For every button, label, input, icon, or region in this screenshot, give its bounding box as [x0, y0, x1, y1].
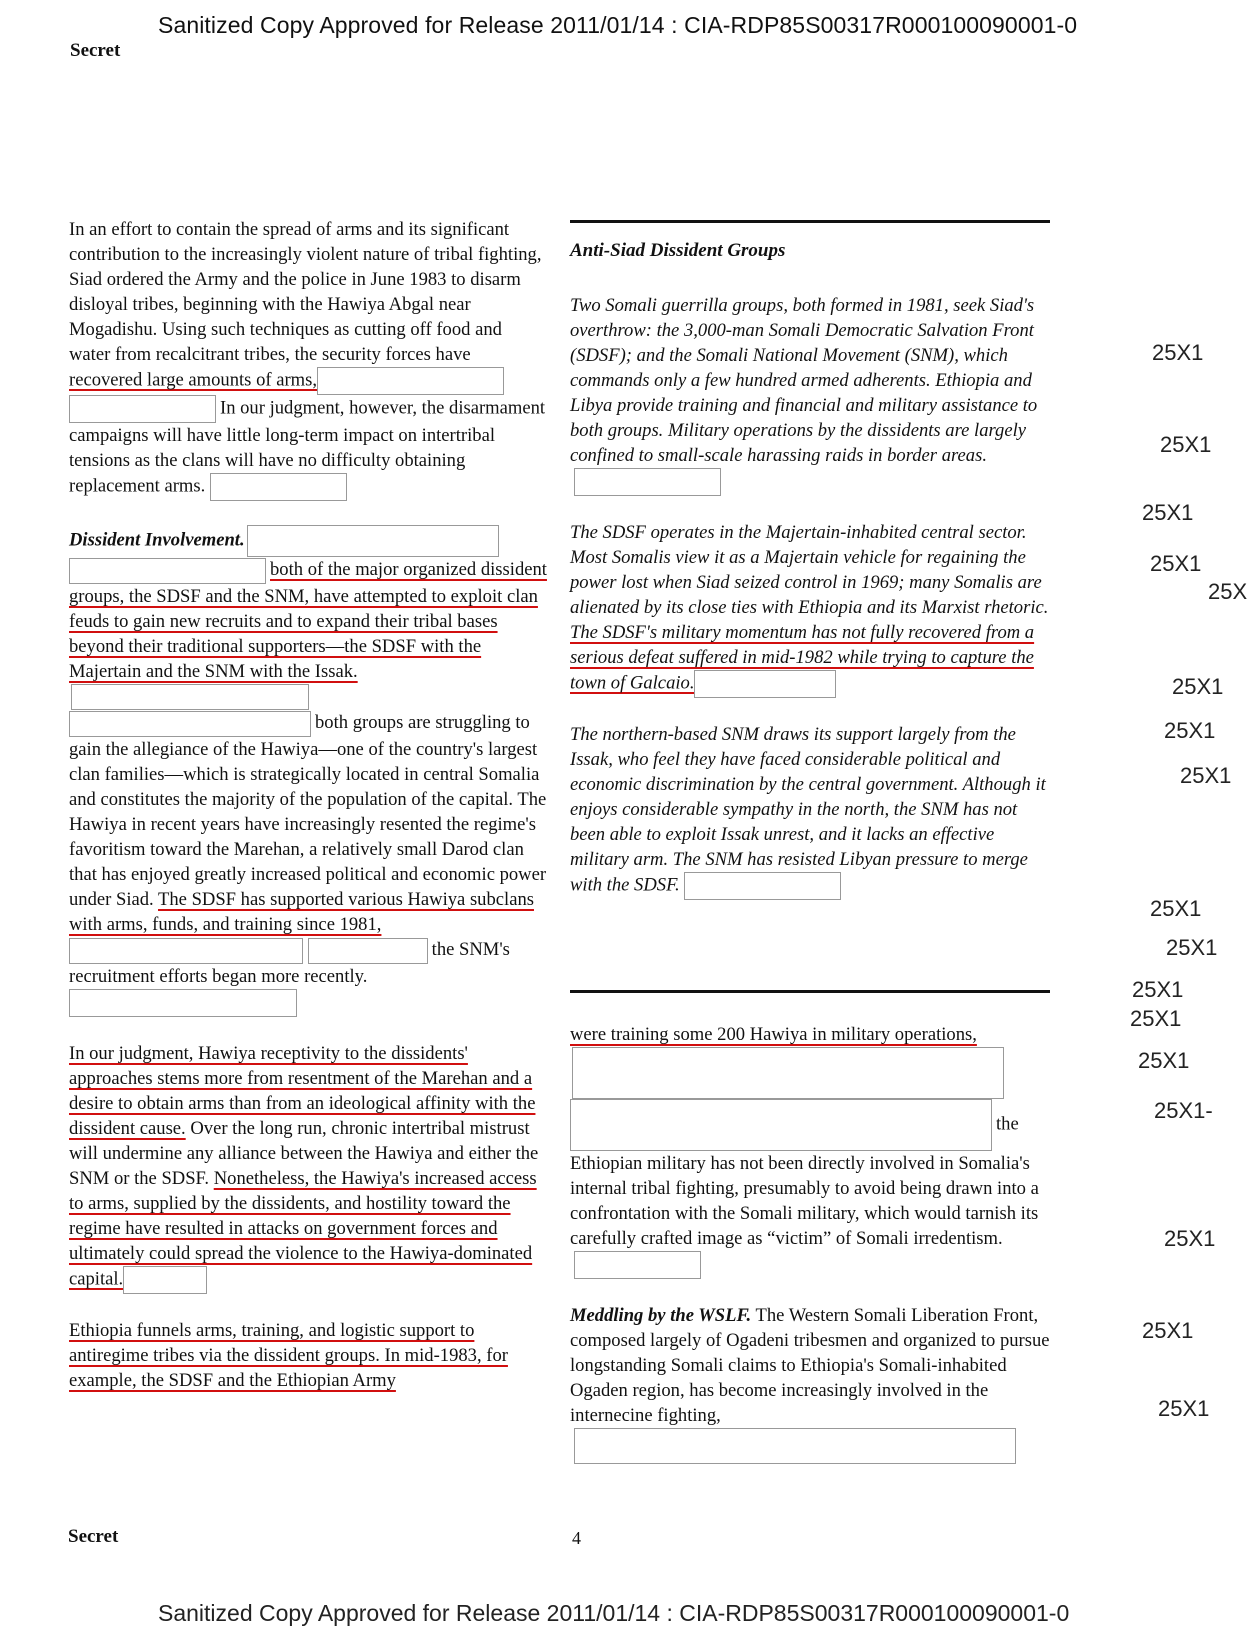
text-run: The SDSF operates in the Majertain-inhabited central sector. Most Somalis view it as a Majertain vehicle for regaining the power lost when Siad seized control in 1969; many Somalis are alienated by its close ties with Ethiopia and its Marxist rhetoric.	[570, 522, 1049, 618]
redaction-box	[317, 367, 504, 395]
margin-code: 25X1	[1152, 340, 1204, 365]
margin-code: 25X1-	[1154, 1098, 1213, 1123]
margin-code: 25X1	[1158, 1396, 1210, 1421]
redaction-box	[574, 468, 721, 496]
underlined-text: Ethiopia funnels arms, training, and logistic support to antiregime tribes via the dissident groups. In mid-1983, for example, the SDSF and the Ethiopian Army	[69, 1319, 508, 1391]
underlined-text: The SDSF has supported various Hawiya subclans with arms, funds, and training since 1981,	[69, 889, 534, 936]
text-run: Over the long run, chronic intertribal mistrust will undermine any alliance between the Hawiya and either the SNM or the SDSF.	[69, 1117, 539, 1189]
redaction-box	[574, 1251, 701, 1279]
margin-code: 25X1	[1142, 1318, 1194, 1343]
release-header: Sanitized Copy Approved for Release 2011/01/14 : CIA-RDP85S00317R000100090001-0	[158, 12, 1078, 38]
redaction-box	[69, 711, 311, 737]
text-run: Two Somali guerrilla groups, both formed in 1981, seek Siad's overthrow: the 3,000-man Somali Democratic Salvation Front (SDSF); and the Somali National Movement (SNM), which commands only a few hundred armed adherents. Ethiopia and Libya provide training and financial and military assistance to both groups. Military operations by the dissidents are largely confined to small-scale harassing raids in border areas.	[570, 295, 1038, 466]
margin-code: 25X1	[1180, 763, 1232, 788]
margin-code: 25X	[1208, 579, 1247, 604]
text-run: Ethiopian military has not been directly involved in Somalia's internal tribal fighting, presumably to avoid being drawn into a confrontation with the Somali military, which would tarnish its carefully crafted image as “victim” of Somali irredentism.	[570, 1153, 1039, 1249]
paragraph-hawiya-receptivity	[69, 1041, 547, 1294]
margin-code: 25X1	[1164, 1226, 1216, 1251]
underlined-text: both of the major organized dissident groups, the SDSF and the SNM, have attempted to exploit clan feuds to gain new recruits and to expand their tribal bases beyond their traditional supporters—the SDSF with the Majertain and the SNM with the Issak.	[69, 559, 547, 682]
redaction-box	[684, 872, 841, 900]
text-run: In our judgment, however, the disarmament campaigns will have little long-term impact on intertribal tensions as the clans will have no difficulty obtaining replacement arms.	[69, 397, 546, 497]
box-paragraph-sdsf	[570, 520, 1054, 698]
redaction-box	[69, 989, 297, 1017]
redaction-box	[71, 684, 309, 710]
margin-code: 25X1	[1150, 551, 1202, 576]
margin-code: 25X1	[1164, 718, 1216, 743]
margin-code: 25X1	[1150, 896, 1202, 921]
section-heading: Meddling by the WSLF.	[570, 1305, 752, 1326]
redaction-box	[572, 1047, 1004, 1099]
redaction-box	[123, 1266, 207, 1294]
paragraph-dissident-involvement	[69, 525, 547, 1017]
sidebar-box	[570, 228, 1054, 924]
text-run: The Western Somali Liberation Front, composed largely of Ogadeni tribesmen and organized to pursue longstanding Somali claims to Ethiopia's Somali-inhabited Ogaden region, has become increasingly involved in the internecine fighting,	[570, 1305, 1050, 1426]
redaction-box	[69, 558, 266, 584]
underlined-text: were training some 200 Hawiya in military operations,	[570, 1024, 977, 1045]
redaction-box	[69, 395, 216, 423]
redaction-box	[574, 1428, 1016, 1464]
underlined-text: In our judgment, Hawiya receptivity to the dissidents' approaches stems more from resentment of the Marehan and a desire to obtain arms than from an ideological affinity with the dissident cause.	[69, 1042, 536, 1139]
text-run: the	[996, 1113, 1019, 1135]
text-run: In an effort to contain the spread of arms and its significant contribution to the increasingly violent nature of tribal fighting, Siad ordered the Army and the police in June 1983 to disarm disloyal tribes, beginning with the Hawiya Abgal near Mogadishu. Using such techniques as cutting off food and water from recalcitrant tribes, the security forces have	[69, 219, 542, 365]
release-footer: Sanitized Copy Approved for Release 2011/01/14 : CIA-RDP85S00317R000100090001-0	[158, 1600, 1070, 1626]
underlined-text: Nonetheless, the Hawiya's increased access to arms, supplied by the dissidents, and hostility toward the regime have resulted in attacks on government forces and ultimately could spread the violence to the Hawiya-dominated capital.	[69, 1167, 537, 1290]
paragraph-ethiopia-funnels	[69, 1318, 547, 1393]
page-number: 4	[572, 1528, 581, 1548]
redaction-box	[247, 525, 499, 557]
box-bottom-rule	[570, 990, 1050, 993]
box-title: Anti-Siad Dissident Groups	[570, 240, 786, 261]
margin-code: 25X1	[1166, 935, 1218, 960]
classification-footer: Secret	[68, 1526, 119, 1547]
section-heading: Dissident Involvement.	[69, 529, 245, 551]
underlined-text: The SDSF's military momentum has not fully recovered from a serious defeat suffered in mid-1982 while trying to capture the town of Galcaio.	[570, 622, 1035, 694]
margin-code: 25X1	[1130, 1006, 1182, 1031]
paragraph-wslf	[570, 1303, 1054, 1464]
underlined-text: recovered large amounts of arms,	[69, 369, 317, 391]
margin-code: 25X1	[1132, 977, 1184, 1002]
redaction-box	[210, 473, 347, 501]
paragraph-disarmament	[69, 217, 547, 501]
box-paragraph-snm	[570, 722, 1054, 900]
margin-code: 25X1	[1172, 674, 1224, 699]
right-column-body	[570, 1022, 1054, 1488]
margin-code: 25X1	[1160, 432, 1212, 457]
paragraph-ethiopia-continued	[570, 1022, 1054, 1279]
left-column	[69, 217, 547, 1417]
box-paragraph-guerrilla-groups	[570, 293, 1054, 496]
text-run: both groups are struggling to gain the allegiance of the Hawiya—one of the country's largest clan families—which is strategically located in central Somalia and constitutes the majority of the population of the capital. The Hawiya in recent years have increasingly resented the regime's favoritism toward the Marehan, a relatively small Darod clan that has enjoyed greatly increased political and economic power under Siad.	[69, 712, 547, 911]
text-run: the SNM's recruitment efforts began more recently.	[69, 939, 510, 987]
redaction-box	[69, 938, 303, 964]
redaction-box	[308, 938, 428, 964]
margin-code: 25X1	[1142, 500, 1194, 525]
box-top-rule	[570, 220, 1050, 223]
redaction-box	[570, 1099, 992, 1151]
text-run: The northern-based SNM draws its support largely from the Issak, who feel they have faced considerable political and economic discrimination by the central government. Although it enjoys considerable sympathy in the north, the SNM has not been able to exploit Issak unrest, and it lacks an effective military arm. The SNM has resisted Libyan pressure to merge with the SDSF.	[570, 724, 1046, 896]
classification-header: Secret	[70, 40, 121, 61]
redaction-box	[694, 670, 836, 698]
margin-code: 25X1	[1138, 1048, 1190, 1073]
